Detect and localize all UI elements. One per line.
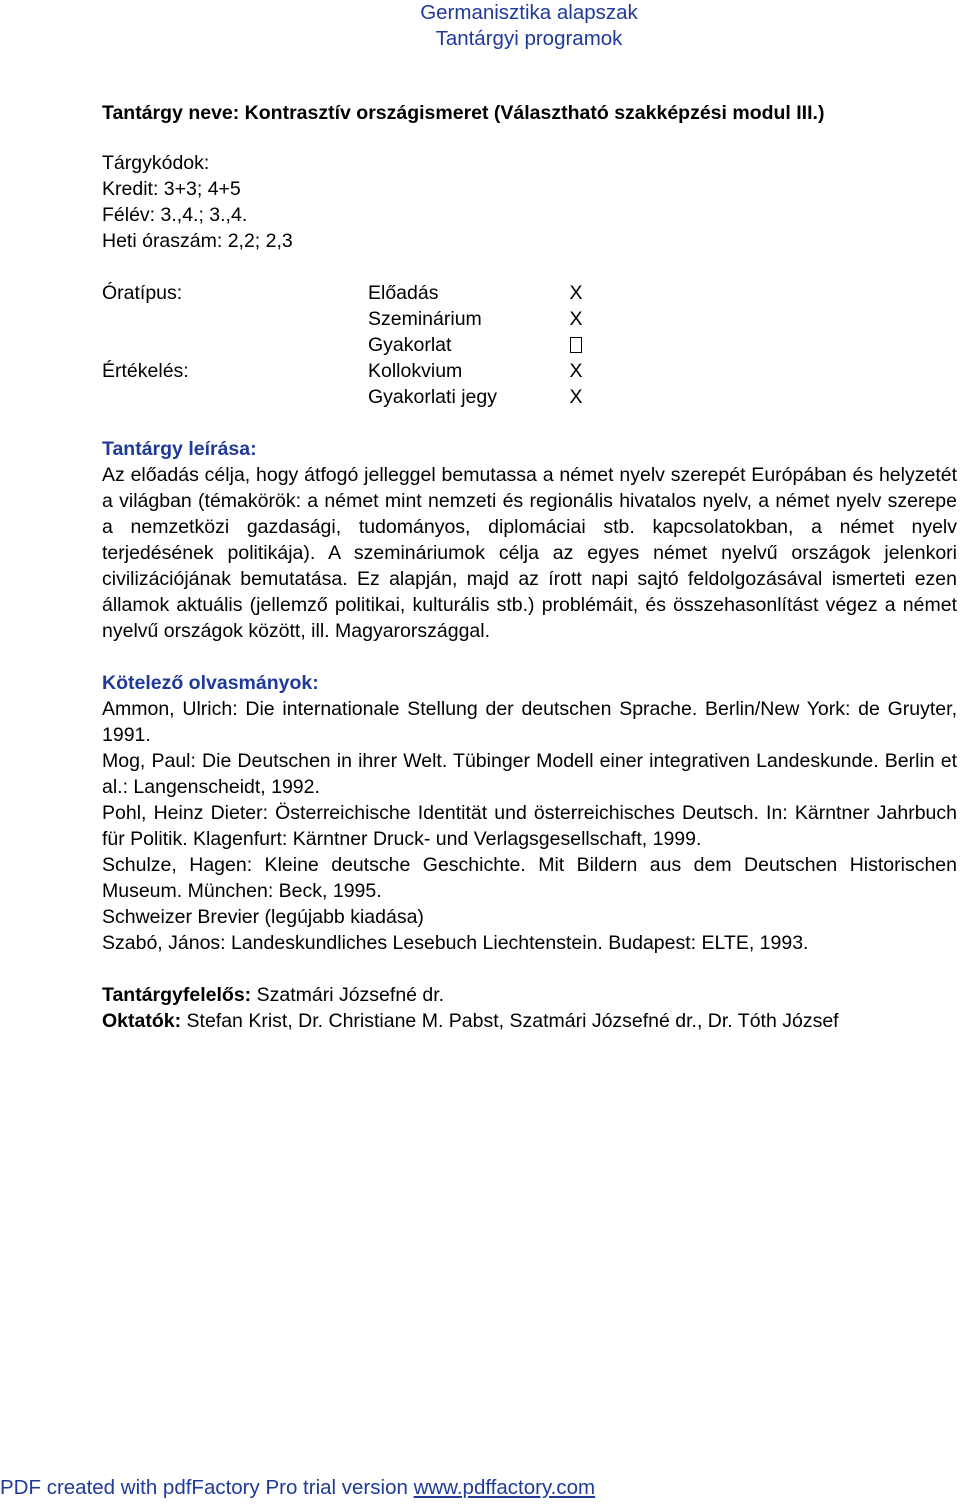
description-section	[102, 436, 957, 644]
header-program: Germanisztika alapszak	[420, 1, 638, 24]
responsible-label: Tantárgyfelelős:	[102, 984, 252, 1006]
ertekeles-label: Értékelés:	[102, 360, 189, 382]
reading-item: Mog, Paul: Die Deutschen in ihrer Welt. Tübinger Modell einer integrativen Landeskunde. Berlin et al.: Langenscheidt, 1992.	[102, 750, 957, 798]
type-row-eloadas	[102, 280, 957, 306]
responsible-value: Szatmári Józsefné dr.	[251, 984, 445, 1006]
reading-item: Ammon, Ulrich: Die internationale Stellung der deutschen Sprache. Berlin/New York: de Gruyter, 1991.	[102, 698, 957, 746]
reading-item: Schweizer Brevier (legújabb kiadása)	[102, 906, 424, 928]
type-mark: X	[569, 282, 583, 304]
course-hours: Heti óraszám: 2,2; 2,3	[102, 230, 293, 252]
type-row-gyakorlati-jegy	[102, 384, 957, 410]
reading-item: Szabó, János: Landeskundliches Lesebuch Liechtenstein. Budapest: ELTE, 1993.	[102, 932, 809, 954]
type-mark: X	[569, 360, 583, 382]
type-mark: X	[569, 308, 583, 330]
type-row-szeminarium	[102, 306, 957, 332]
oratipus-label: Óratípus:	[102, 282, 183, 304]
type-row-kollokvium	[102, 358, 957, 384]
footer-link[interactable]: www.pdffactory.com	[413, 1476, 596, 1499]
reading-item: Pohl, Heinz Dieter: Österreichische Identität und österreichisches Deutsch. In: Kärntner Jahrbuch für Politik. Klagenfurt: Kärntner Druck- und Verlagsgesellschaft, 1999.	[102, 802, 957, 850]
document-body	[102, 100, 957, 1034]
description-heading: Tantárgy leírása:	[102, 438, 257, 460]
header-subtitle: Tantárgyi programok	[435, 27, 623, 50]
course-code: Tárgykódok:	[102, 152, 210, 174]
teachers-label: Oktatók:	[102, 1010, 182, 1032]
type-row-gyakorlat	[102, 332, 957, 358]
readings-heading: Kötelező olvasmányok:	[102, 672, 319, 694]
type-name: Kollokvium	[368, 360, 463, 382]
type-name: Gyakorlati jegy	[368, 386, 497, 408]
empty-box-icon	[568, 332, 584, 358]
reading-item: Schulze, Hagen: Kleine deutsche Geschichte. Mit Bildern aus dem Deutschen Historischen Museum. München: Beck, 1995.	[102, 854, 957, 902]
page-header	[0, 0, 960, 52]
footer-text: PDF created with pdfFactory Pro trial version	[0, 1476, 414, 1499]
type-name: Szeminárium	[368, 308, 482, 330]
staff-section	[102, 982, 957, 1034]
readings-section	[102, 670, 957, 956]
course-title: Tantárgy neve: Kontrasztív országismeret (Választható szakképzési modul III.)	[102, 102, 825, 124]
pdf-footer	[0, 1476, 595, 1500]
teachers-value: Stefan Krist, Dr. Christiane M. Pabst, Szatmári Józsefné dr., Dr. Tóth József	[181, 1010, 839, 1032]
type-name: Gyakorlat	[368, 334, 452, 356]
type-name: Előadás	[368, 282, 439, 304]
course-meta	[102, 150, 957, 254]
course-semester: Félév: 3.,4.; 3.,4.	[102, 204, 248, 226]
course-teachers	[102, 1008, 957, 1034]
course-type-table	[102, 280, 957, 410]
type-mark: X	[569, 386, 583, 408]
course-responsible	[102, 982, 957, 1008]
course-credit: Kredit: 3+3; 4+5	[102, 178, 241, 200]
description-text: Az előadás célja, hogy átfogó jelleggel bemutassa a német nyelv szerepét Európában és helyzetét a világban (témakörök: a német mint nemzeti és regionális hivatalos nyelv, a német nyelv szerepe a nemzetközi gazdasági, tudományos, diplomáciai stb. kapcsolatokban, a német nyelv terjedésének politikája). A szemináriumok célja az egyes német nyelvű országok jelenkori civilizációjának bemutatása. Ez alapján, majd az írott napi sajtó feldolgozásával ismerteti ezen államok aktuális (jellemző politikai, kulturális stb.) problémáit, és összehasonlítást végez a német nyelvű országok között, ill. Magyarországgal.	[102, 464, 957, 642]
